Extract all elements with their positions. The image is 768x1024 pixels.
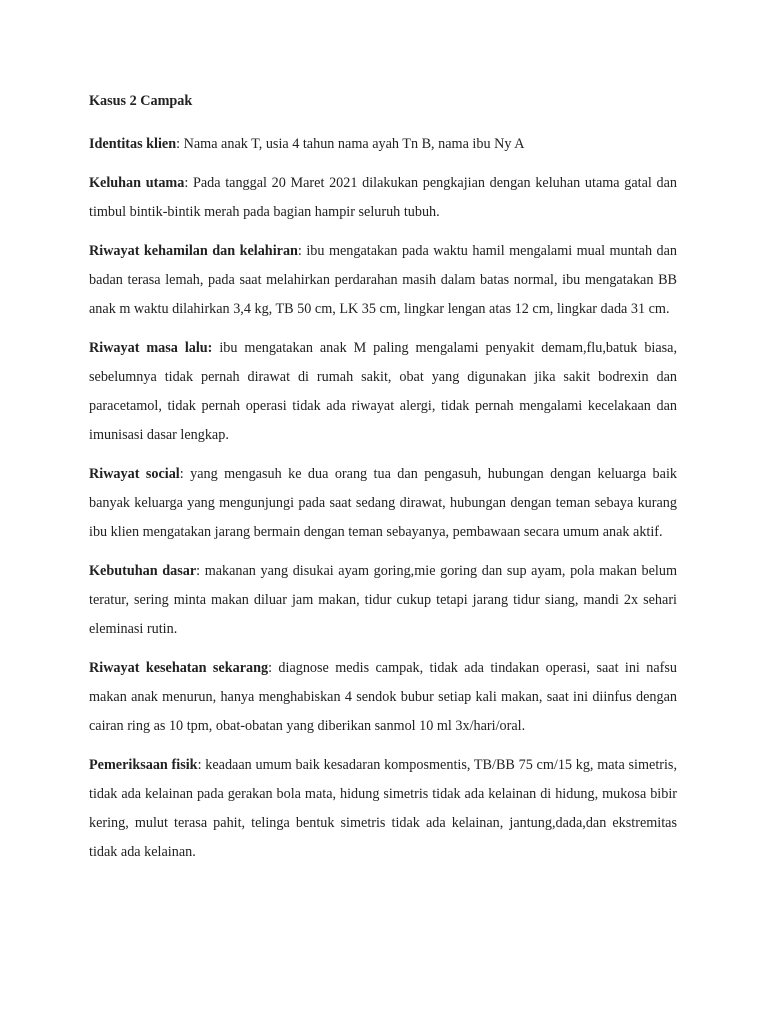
document-page xyxy=(89,88,677,877)
section-label: Riwayat masa lalu: xyxy=(89,340,213,356)
section-separator: : xyxy=(297,243,307,259)
section-label: Riwayat kehamilan dan kelahiran xyxy=(89,243,298,259)
section-label: Identitas klien xyxy=(89,136,177,152)
section-separator: : xyxy=(184,175,193,191)
section-text: diagnose medis campak, tidak ada tindakan operasi, saat ini nafsu makan anak menurun, hanya menghabiskan 4 sendok bubur setiap kali makan, saat ini diinfus dengan cairan ring as 10 tpm, obat-obatan yang diberikan sanmol 10 ml 3x/hari/oral. xyxy=(89,660,677,734)
section-label: Keluhan utama xyxy=(89,175,185,191)
section-separator: : xyxy=(179,466,191,482)
section-label: Riwayat kesehatan sekarang xyxy=(89,660,269,676)
section-label: Riwayat social xyxy=(89,466,180,482)
section-label: Kebutuhan dasar xyxy=(89,563,197,579)
section-text: ibu mengatakan pada waktu hamil mengalami mual muntah dan badan terasa lemah, pada saat melahirkan perdarahan masih dalam batas normal, ibu mengatakan BB anak m waktu dilahirkan 3,4 kg, TB 50 cm, LK 35 cm, lingkar lengan atas 12 cm, lingkar dada 31 cm. xyxy=(89,243,677,317)
section-riwayat-masa-lalu xyxy=(89,334,677,450)
section-pemeriksaan-fisik xyxy=(89,751,677,867)
section-text: yang mengasuh ke dua orang tua dan pengasuh, hubungan dengan keluarga baik banyak keluarga yang mengunjungi pada saat sedang dirawat, hubungan dengan teman sebaya kurang ibu klien mengatakan jarang bermain dengan teman sebayanya, pembawaan secara umum anak aktif. xyxy=(89,466,677,540)
section-text: ibu mengatakan anak M paling mengalami penyakit demam,flu,batuk biasa, sebelumnya tidak pernah dirawat di rumah sakit, obat yang digunakan jika sakit bodrexin dan paracetamol, tidak pernah operasi tidak ada riwayat alergi, tidak pernah mengalami kecelakaan dan imunisasi dasar lengkap. xyxy=(89,340,678,443)
section-separator: : xyxy=(197,757,206,773)
section-separator: : xyxy=(176,136,184,152)
section-text: keadaan umum baik kesadaran komposmentis, TB/BB 75 cm/15 kg, mata simetris, tidak ada kelainan pada gerakan bola mata, hidung simetris tidak ada kelainan di hidung, mukosa bibir kering, mulut terasa pahit, telinga bentuk simetris tidak ada kelainan, jantung,dada,dan ekstremitas tidak ada kelainan. xyxy=(89,757,677,860)
section-identitas-klien xyxy=(89,130,677,159)
section-riwayat-social xyxy=(89,460,677,547)
section-riwayat-kesehatan-sekarang xyxy=(89,654,677,741)
section-text: makanan yang disukai ayam goring,mie goring dan sup ayam, pola makan belum teratur, sering minta makan diluar jam makan, tidur cukup tetapi jarang tidur siang, mandi 2x sehari eleminasi rutin. xyxy=(89,563,677,637)
document-title: Kasus 2 Campak xyxy=(89,93,193,109)
section-keluhan-utama xyxy=(89,169,677,227)
section-separator: : xyxy=(196,563,205,579)
section-label: Pemeriksaan fisik xyxy=(89,757,198,773)
section-text: Pada tanggal 20 Maret 2021 dilakukan pengkajian dengan keluhan utama gatal dan timbul bintik-bintik merah pada bagian hampir seluruh tubuh. xyxy=(89,175,677,220)
section-separator: : xyxy=(268,660,279,676)
section-riwayat-kehamilan xyxy=(89,237,677,324)
section-kebutuhan-dasar xyxy=(89,557,677,644)
section-text: Nama anak T, usia 4 tahun nama ayah Tn B, nama ibu Ny A xyxy=(183,136,525,152)
